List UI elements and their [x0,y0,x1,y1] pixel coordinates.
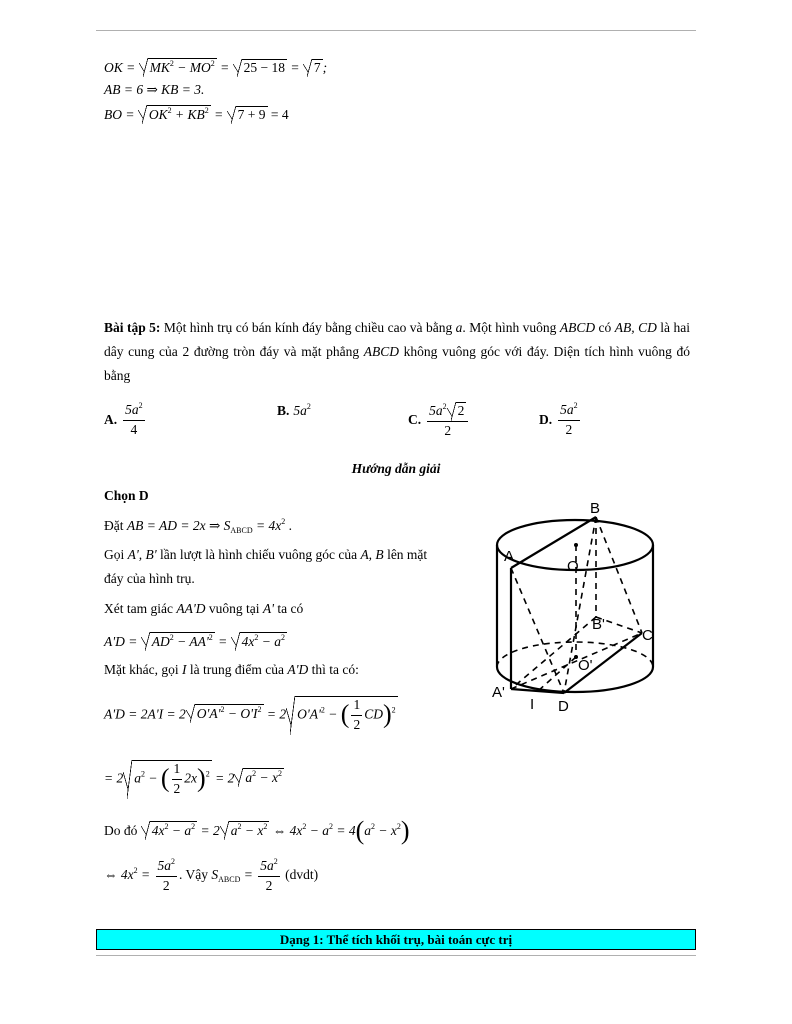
solution-line-10: ⇔ $4x^2$ = $\frac{5a^2}{2}$ . Vậy $S_{ABCD}$ = $\frac{5a^2}{2}$ (dvdt) [104,857,319,893]
label-b: B [590,500,601,517]
solution-heading: Hướng dẫn giải [351,461,441,476]
label-o: O [567,558,579,575]
equation-ok: OK = $MK^2 - MO^2 = 25 - 18 = 7$ ; [104,59,328,75]
label-d: D [558,698,569,715]
solution-line-6: Mặt khác, gọi I là trung điểm của A'D thì ta có: [104,662,359,677]
solution-line-9: Do đó $4x^2 - a^2 = 2$ $a^2 - x^2$ ⇔ $4x^2 - a^2 = 4(a^2 - x^2)$ [104,816,410,845]
bottom-back-arc [497,642,653,667]
bottom-front-arc [497,667,653,692]
label-o1: O' [578,657,593,674]
option-b[interactable]: B. $5a^2$ [277,402,311,418]
label-a: A [504,548,515,565]
footer-banner: Dạng 1: Thể tích khối trụ, bài toán cực trị [96,929,696,950]
label-i: I [530,696,535,713]
solution-line-3: đáy của hình trụ. [104,571,195,586]
cylinder-figure [488,497,668,717]
solution-line-5: $A'D = AD^2 - AA'^2 = 4x^2 - a^2$ [104,633,285,649]
label-a1: A' [492,684,505,701]
solution-line-1: Đặt AB = AD = 2x ⇒ $S_{ABCD} = 4x^2$ . [104,517,292,535]
solution-line-2: Gọi A', B' lần lượt là hình chiếu vuông góc của A, B lên mặt [104,547,428,562]
top-rule [96,30,696,31]
solution-line-4: Xét tam giác AA'D vuông tại A' ta có [104,601,304,616]
equation-ab: AB = 6 ⇒ KB = 3. [104,82,205,97]
bottom-rule [96,955,696,956]
exercise-statement: Bài tập 5: Một hình trụ có bán kính đáy bằng chiều cao và bằng a. Một hình vuông ABCD có AB, CD là hai dây cung của 2 đường tròn đáy và mặt phẳng ABCD không vuông góc với đáy. Diện tích hình vuông đó bằng [104,320,690,383]
option-c[interactable]: C. $\frac{5a^2 2}{2}$ [408,402,470,439]
label-b1: B' [592,616,605,633]
edge-a1c [511,633,642,689]
solution-choice: Chọn D [104,488,149,503]
solution-line-8: = 2 $a^2$ − ( $\frac{1}{2}$ 2x)$^2$ = 2 $a^2 - x^2$ [104,761,282,796]
solution-line-7: A'D = 2A'I = 2 $O'A'^2 - O'I^2 = 2$ $O'A'^2$ − ( $\frac{1}{2}$ CD)$^2$ [104,697,396,732]
equation-bo: BO = $OK^2 + KB^2 = 7 + 9 = 4$ [104,106,289,122]
label-c: C [642,627,653,644]
option-a[interactable]: A. $\frac{5a^2}{4}$ [104,401,143,437]
option-d[interactable]: D. $\frac{5a^2}{2}$ [539,401,578,437]
edge-ab [511,517,596,568]
